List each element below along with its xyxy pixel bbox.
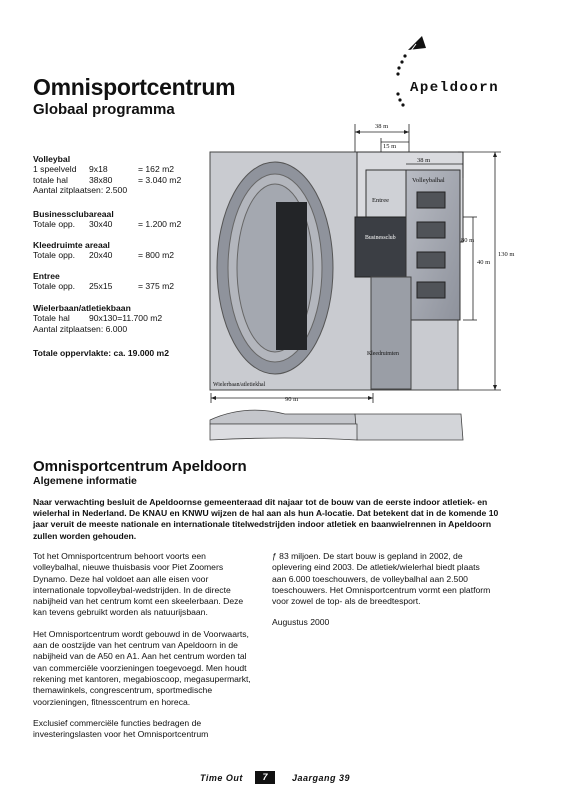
court-1 <box>417 192 445 208</box>
spec-label: Totale opp. <box>33 219 76 230</box>
spec-area: = 3.040 m2 <box>138 174 182 185</box>
dim-label-38-right: 38 m <box>417 157 431 164</box>
paragraph: ƒ 83 miljoen. De start bouw is gepland in 2002, de oplevering eind 2003. De atletiek/wielerhal biedt plaats aan 6.000 toeschouwers, de volleybalhal aan 2.500 toeschouwers. Het Omnisportcentrum vormt een platform voor zowel de top- als de breedtesport. <box>272 551 491 607</box>
spec-seats: Aantal zitplaatsen: 2.500 <box>33 185 128 196</box>
spec-area: = 375 m2 <box>138 281 175 292</box>
apeldoorn-leaf-logo <box>386 30 426 115</box>
spec-heading: Businessclubareaal <box>33 209 114 219</box>
cross-section <box>210 410 463 440</box>
article-title: Omnisportcentrum Apeldoorn <box>33 458 247 475</box>
spec-heading: Kleedruimte areaal <box>33 240 110 250</box>
footer-magazine-name: Time Out <box>200 773 243 783</box>
businessclub-block <box>355 217 409 277</box>
spec-label: Totale opp. <box>33 250 76 261</box>
label-kleedruimte: Kleedruimten <box>367 351 399 357</box>
spec-row <box>33 250 203 260</box>
spec-size: 20x40 <box>89 250 113 261</box>
spec-label: Totale hal <box>33 313 70 324</box>
kleedruimte-block <box>371 277 411 389</box>
spec-area: = 800 m2 <box>138 250 175 261</box>
spec-volleybal <box>33 154 203 196</box>
court-2 <box>417 222 445 238</box>
article-subtitle: Algemene informatie <box>33 475 137 487</box>
spec-heading: Volleybal <box>33 154 71 164</box>
court-3 <box>417 252 445 268</box>
label-entree: Entree <box>372 197 389 204</box>
label-wielerbaan: Wielerbaan/atletiekhal <box>213 382 266 388</box>
spec-area: = 162 m2 <box>138 164 175 175</box>
paragraph: Exclusief commerciële functies bedragen de investeringslasten voor het Omnisportcentrum <box>33 717 209 740</box>
spec-label: totale hal <box>33 174 68 185</box>
page-number: 7 <box>255 771 275 784</box>
paragraph: Tot het Omnisportcentrum behoort voorts een volleybalhal, nieuwe thuisbasis voor Piet Zoomers Dynamo. Deze hal voldoet aan alle eisen voor internationale topvolleybal-wedstrijden. In de directe nabijheid van het centrum komt een skeelerbaan. Deze kan tevens gebruikt worden als natuurijsbaan. <box>33 551 244 618</box>
article-column-1 <box>33 551 255 750</box>
spec-row <box>33 175 203 185</box>
spec-size: 30x40 <box>89 219 113 230</box>
spec-heading: Entree <box>33 271 60 281</box>
spec-seats: Aantal zitplaatsen: 6.000 <box>33 323 128 334</box>
dim-label-40: 40 m <box>477 259 491 266</box>
spec-row <box>33 281 203 291</box>
spec-size: 38x80 <box>89 174 113 185</box>
spec-entree <box>33 271 203 292</box>
spec-wielerbaan <box>33 303 203 334</box>
spec-total: Totale oppervlakte: ca. 19.000 m2 <box>33 348 169 358</box>
infield-block <box>276 202 307 350</box>
label-volleybalhal: Volleybalhal <box>412 177 445 184</box>
spec-row <box>33 313 203 323</box>
spec-size: 9x18 <box>89 164 108 175</box>
paragraph: Het Omnisportcentrum wordt gebouwd in de Voorwaarts, aan de oostzijde van het centrum van Apeldoorn in de nabijheid van de A50 en A1. Aan het centrum worden tal van commerciële voorzieningen toegevoegd. Men houdt rekening met kantoren, megabioscoop, megasupermarkt, themawinkels, congrescentrum, sportmedische voorzieningen, fitnesscentrum en horeca. <box>33 628 251 707</box>
logo-text: Apeldoorn <box>410 80 500 96</box>
floor-plan-diagram <box>205 118 525 453</box>
spec-size: 25x15 <box>89 281 113 292</box>
dim-label-38-top: 38 m <box>375 123 389 130</box>
spec-area: = 1.200 m2 <box>138 219 182 230</box>
spec-label: Totale opp. <box>33 281 76 292</box>
page-title: Omnisportcentrum <box>33 74 236 100</box>
spec-kleedruimte <box>33 240 203 261</box>
spec-businessclub <box>33 209 203 230</box>
spec-row <box>33 219 203 229</box>
footer-volume: Jaargang 39 <box>292 773 351 783</box>
dim-label-90: 90 m <box>285 396 299 403</box>
spec-row <box>33 164 203 174</box>
dim-label-15: 15 m <box>383 143 397 150</box>
page-subtitle: Globaal programma <box>33 101 175 118</box>
date-line: Augustus 2000 <box>272 617 330 628</box>
spec-size: 90x130=11.700 m2 <box>89 313 163 324</box>
spec-label: 1 speelveld <box>33 164 77 175</box>
article-column-2 <box>272 551 494 639</box>
dim-label-80: 80 m <box>461 237 475 244</box>
dim-label-130: 130 m <box>498 251 515 258</box>
label-businessclub: Businessclub <box>365 235 396 241</box>
court-4 <box>417 282 445 298</box>
article-intro: Naar verwachting besluit de Apeldoornse gemeenteraad dit najaar tot de bouw van de eerste indoor atletiek- en wielerhal in Nederland. De KNAU en KNWU wijzen de hal aan als hun A-locatie. Dat betekent dat in de komende 10 jaar veruit de meeste nationale en internationale titelwedstrijden indoor atletiek en baanwielrennen in Apeldoorn zullen worden gehouden. <box>33 497 499 541</box>
spec-heading: Wielerbaan/atletiekbaan <box>33 303 131 313</box>
